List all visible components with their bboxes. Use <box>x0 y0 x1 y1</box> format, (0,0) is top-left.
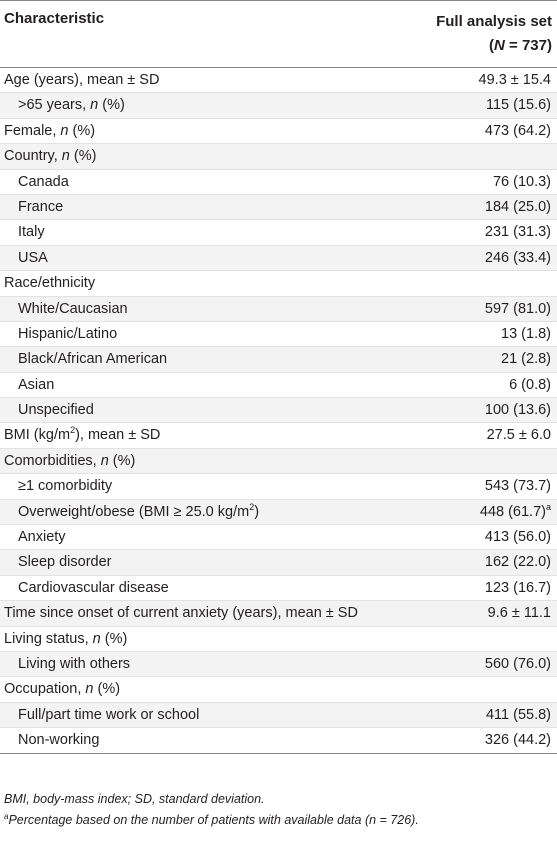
row-label-post: (%) <box>68 122 96 139</box>
row-label-italic: n <box>61 148 70 165</box>
row-value: 473 (64.2) <box>484 122 551 139</box>
row-value: 413 (56.0) <box>484 529 551 546</box>
row-label <box>18 97 125 113</box>
row-label-italic: n <box>90 97 99 114</box>
row-label: Race/ethnicity <box>4 275 96 292</box>
row-label <box>4 427 160 443</box>
row-value: 246 (33.4) <box>484 249 551 266</box>
table-row <box>0 297 557 322</box>
footnote-marker: a <box>4 811 9 821</box>
row-label-italic: n <box>100 452 109 469</box>
row-value: 162 (22.0) <box>484 554 551 571</box>
row-value: 76 (10.3) <box>492 173 551 190</box>
row-value-footnote-marker: a <box>545 501 551 512</box>
table-row <box>0 677 557 702</box>
table-row <box>0 474 557 499</box>
header-n-label: N <box>494 37 505 54</box>
table-header <box>0 0 557 68</box>
row-label: Canada <box>18 173 69 190</box>
row-label: Black/African American <box>18 351 168 368</box>
row-label-italic: n <box>60 122 69 139</box>
table-row <box>0 246 557 271</box>
row-value: 9.6 ± 11.1 <box>487 605 551 622</box>
row-label: Living with others <box>18 655 131 672</box>
table-row <box>0 601 557 626</box>
table-row <box>0 449 557 474</box>
table-row <box>0 398 557 423</box>
row-value: 123 (16.7) <box>484 579 551 596</box>
row-value: 184 (25.0) <box>484 198 551 215</box>
row-label: ≥1 comorbidity <box>18 478 113 495</box>
table-row <box>0 68 557 93</box>
row-label <box>4 123 95 139</box>
footnote-text-post: = 726). <box>376 813 419 827</box>
footnote-a <box>4 810 419 831</box>
row-label: Hispanic/Latino <box>18 325 118 342</box>
row-value <box>479 501 551 520</box>
row-label-pre: Comorbidities, <box>4 452 101 469</box>
row-label: Cardiovascular disease <box>18 579 169 596</box>
table-row <box>0 170 557 195</box>
table-row <box>0 144 557 169</box>
row-label-post: (%) <box>100 630 128 647</box>
row-label-pre: Overweight/obese (BMI ≥ 25.0 kg/m <box>18 503 250 520</box>
table-row <box>0 576 557 601</box>
footnote-n: n <box>369 813 377 827</box>
row-value: 560 (76.0) <box>484 655 551 672</box>
row-label-post: (%) <box>93 681 121 698</box>
header-col2-line1: Full analysis set <box>436 13 552 30</box>
row-label: Time since onset of current anxiety (years), mean ± SD <box>4 605 358 622</box>
table-row <box>0 728 557 753</box>
table-row <box>0 195 557 220</box>
row-label: Italy <box>18 224 45 241</box>
row-value: 597 (81.0) <box>484 300 551 317</box>
table-row <box>0 500 557 525</box>
header-full-analysis-set <box>436 10 552 58</box>
row-label: Age (years), mean ± SD <box>4 72 160 88</box>
table-row <box>0 119 557 144</box>
row-value: 21 (2.8) <box>501 351 551 368</box>
row-label-pre: Female, <box>4 122 61 139</box>
row-label <box>4 631 127 647</box>
row-value: 49.3 ± 15.4 <box>478 72 551 88</box>
row-label-sup: 2 <box>70 425 76 436</box>
row-label: Anxiety <box>18 529 66 546</box>
row-label-sup: 2 <box>249 501 255 512</box>
row-value: 100 (13.6) <box>484 402 551 419</box>
row-value: 27.5 ± 6.0 <box>486 427 551 444</box>
row-value: 326 (44.2) <box>484 732 551 749</box>
table-row <box>0 93 557 118</box>
table-row <box>0 373 557 398</box>
row-value: 6 (0.8) <box>509 376 551 393</box>
table-row <box>0 550 557 575</box>
footnote-abbreviations: BMI, body-mass index; SD, standard deviation. <box>4 792 265 806</box>
footnote-text-pre: Percentage based on the number of patients with available data ( <box>8 813 370 827</box>
row-label-pre: >65 years, <box>18 97 91 114</box>
row-label-post: ) <box>254 503 260 520</box>
row-label: White/Caucasian <box>18 300 128 317</box>
row-value: 411 (55.8) <box>485 706 551 723</box>
row-label-post: ), mean ± SD <box>75 427 161 444</box>
row-label <box>4 453 135 469</box>
table-row <box>0 271 557 296</box>
row-label <box>4 681 120 697</box>
row-label: USA <box>18 249 48 266</box>
row-label: Unspecified <box>18 402 94 419</box>
row-value: 231 (31.3) <box>484 224 551 241</box>
table-row <box>0 347 557 372</box>
row-label-pre: Occupation, <box>4 681 86 698</box>
row-label: Full/part time work or school <box>18 706 200 723</box>
row-label-post: (%) <box>69 148 97 165</box>
row-label-pre: Living status, <box>4 630 93 647</box>
header-n-value: = 737) <box>504 37 552 54</box>
row-label: Sleep disorder <box>18 554 112 571</box>
row-label-italic: n <box>92 630 101 647</box>
table-row <box>0 627 557 652</box>
header-n-open: ( <box>489 37 495 54</box>
row-value: 543 (73.7) <box>484 478 551 495</box>
header-col2-n <box>436 34 552 58</box>
header-characteristic: Characteristic <box>4 10 105 27</box>
row-label: Non-working <box>18 732 100 749</box>
row-label-post: (%) <box>108 452 136 469</box>
row-value: 115 (15.6) <box>485 97 551 114</box>
row-label-pre: Country, <box>4 148 62 165</box>
row-label-italic: n <box>85 681 94 698</box>
row-label-pre: BMI (kg/m <box>4 427 71 444</box>
table-row <box>0 525 557 550</box>
table-row <box>0 423 557 448</box>
row-label <box>18 501 260 520</box>
row-value: 13 (1.8) <box>501 325 551 342</box>
row-label: France <box>18 198 64 215</box>
table-row <box>0 220 557 245</box>
table-row <box>0 652 557 677</box>
table-row <box>0 703 557 728</box>
row-label-post: (%) <box>98 97 125 114</box>
table-row <box>0 322 557 347</box>
row-label: Asian <box>18 376 55 393</box>
row-label <box>4 148 96 164</box>
row-value-main: 448 (61.7) <box>479 503 546 520</box>
table-footnotes <box>4 789 419 831</box>
